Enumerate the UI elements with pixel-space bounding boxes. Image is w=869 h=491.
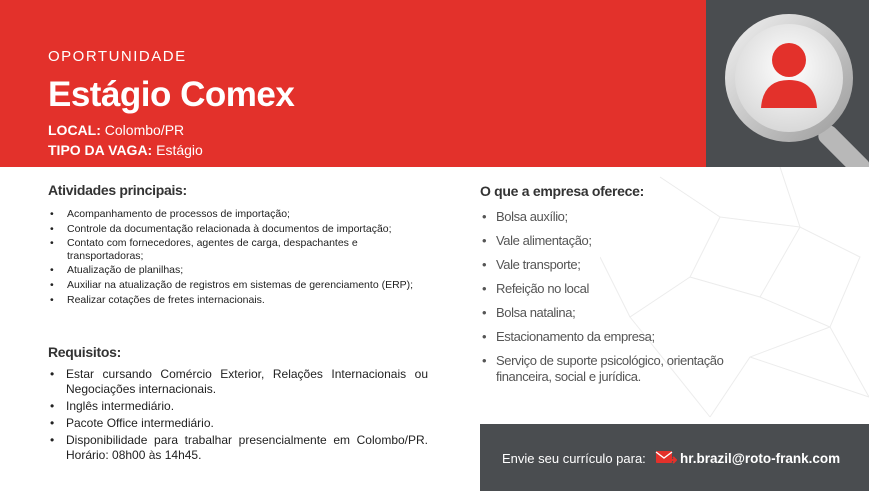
list-item: • Estacionamento da empresa; <box>480 329 730 345</box>
atividades-heading: Atividades principais: <box>48 182 187 198</box>
list-item: • Vale transporte; <box>480 257 730 273</box>
list-item: • Bolsa natalina; <box>480 305 730 321</box>
tipo-value: Estágio <box>156 142 203 158</box>
local-label: LOCAL: <box>48 122 101 138</box>
local-line <box>48 122 184 138</box>
header-banner <box>0 0 706 167</box>
requisitos-heading: Requisitos: <box>48 344 121 360</box>
mail-icon <box>655 448 677 468</box>
page-title: Estágio Comex <box>48 75 295 114</box>
beneficios-list <box>480 209 730 393</box>
magnifier-person-icon <box>706 0 869 167</box>
beneficios-heading: O que a empresa oferece: <box>480 183 644 199</box>
list-item: • Vale alimentação; <box>480 233 730 249</box>
list-item: • Pacote Office intermediário. <box>48 416 428 431</box>
list-item: • Bolsa auxílio; <box>480 209 730 225</box>
list-item: • Auxiliar na atualização de registros em sistemas de gerenciamento (ERP); <box>48 279 428 292</box>
list-item: • Inglês intermediário. <box>48 399 428 414</box>
list-item: • Disponibilidade para trabalhar presencialmente em Colombo/PR. Horário: 08h00 às 14h45. <box>48 433 428 463</box>
list-item: • Atualização de planilhas; <box>48 264 428 277</box>
atividades-list <box>48 208 428 308</box>
tipo-line <box>48 142 203 158</box>
list-item: • Refeição no local <box>480 281 730 297</box>
corner-panel <box>706 0 869 167</box>
list-item: • Contato com fornecedores, agentes de carga, despachantes e transportadoras; <box>48 237 428 262</box>
footer-bar <box>480 424 869 491</box>
local-value: Colombo/PR <box>104 122 185 138</box>
eyebrow: OPORTUNIDADE <box>48 48 187 65</box>
list-item: • Estar cursando Comércio Exterior, Relações Internacionais ou Negociações internacionais. <box>48 367 428 397</box>
footer-label: Envie seu currículo para: <box>502 451 646 466</box>
list-item: • Controle da documentação relacionada à documentos de importação; <box>48 223 428 236</box>
list-item: • Acompanhamento de processos de importação; <box>48 208 428 221</box>
footer-email-link[interactable]: hr.brazil@roto-frank.com <box>680 451 841 466</box>
tipo-label: TIPO DA VAGA: <box>48 142 153 158</box>
list-item: • Serviço de suporte psicológico, orientação financeira, social e jurídica. <box>480 353 730 385</box>
list-item: • Realizar cotações de fretes internacionais. <box>48 294 428 307</box>
requisitos-list <box>48 367 428 465</box>
